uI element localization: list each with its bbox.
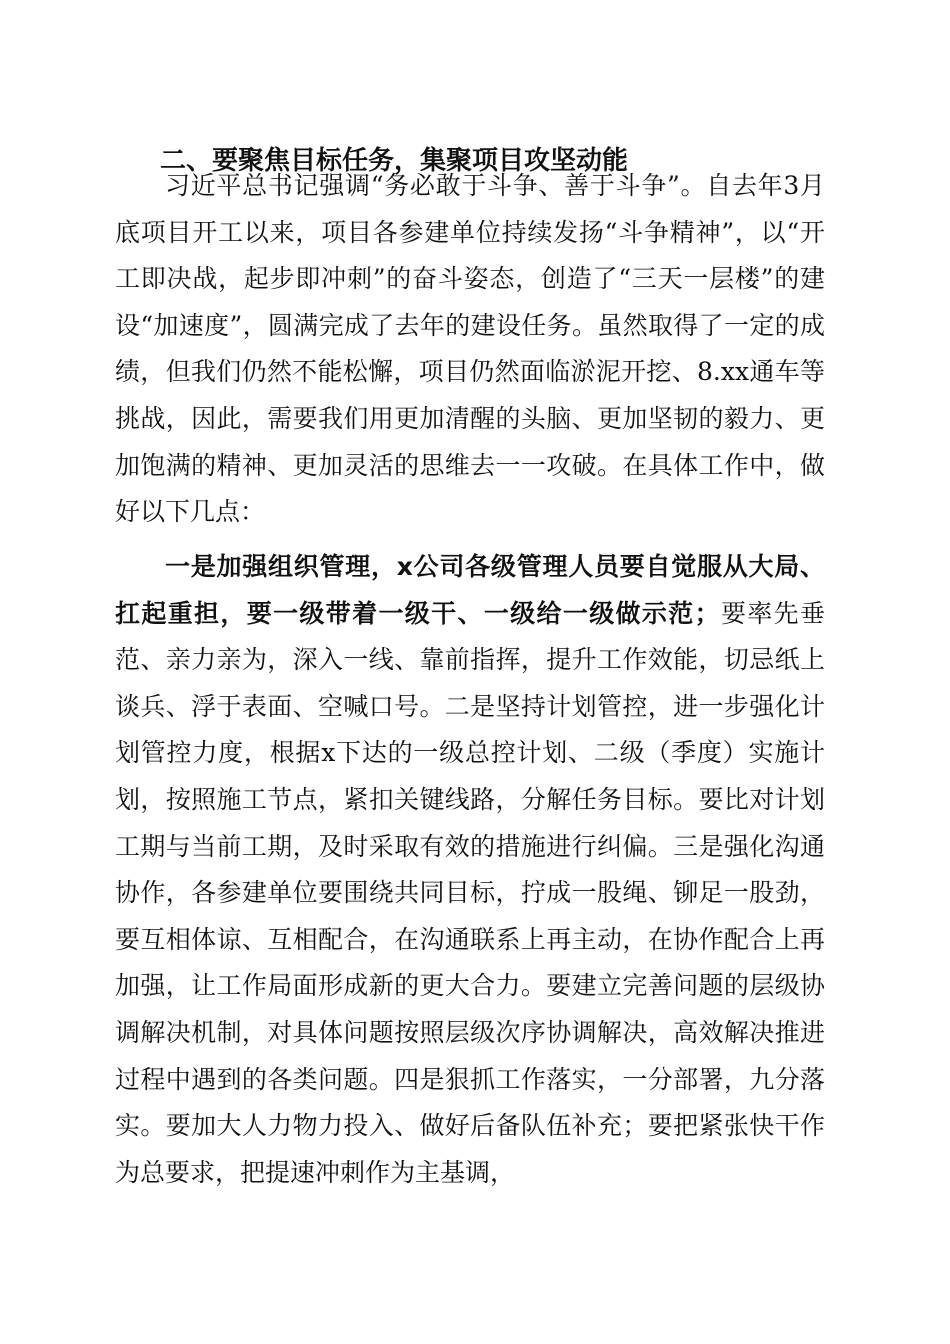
paragraph-text: 要率先垂范、亲力亲为，深入一线、靠前指挥，提升工作效能，切忌纸上谈兵、浮于表面、空喊口号。二是坚持计划管控，进一步强化计划管控力度，根据x下达的一级总控计划、二级（季度）实施计划，按照施工节点，紧扣关键线路，分解任务目标。要比对计划工期与当前工期，及时采取有效的措施进行纠偏。三是强化沟通协作，各参建单位要围绕共同目标，拧成一股绳、铆足一股劲，要互相体谅、互相配合，在沟通联系上再主动，在协作配合上再加强，让工作局面形成新的更大合力。要建立完善问题的层级协调解决机制，对具体问题按照层级次序协调解决，高效解决推进过程中遇到的各类问题。四是狠抓工作落实，一分部署，九分落实。要加大人力物力投入、做好后备队伍补充；要把紧张快干作为总要求，把提速冲刺作为主基调， <box>115 598 825 1187</box>
paragraph-lead-text: 一是加强组织管理，x公司各级管理人员要自觉服从大局、扛起重担，要一级带着一级干、一级给一级做示范； <box>115 552 825 628</box>
body-paragraph: 习近平总书记强调“务必敢于斗争、善于斗争”。自去年3月底项目开工以来，项目各参建单位持续发扬“斗争精神”，以“开工即决战，起步即冲刺”的奋斗姿态，创造了“三天一层楼”的建设“加速度”，圆满完成了去年的建设任务。虽然取得了一定的成绩，但我们仍然不能松懈，项目仍然面临淤泥开挖、8.xx通车等挑战，因此，需要我们用更加清醒的头脑、更加坚韧的毅力、更加饱满的精神、更加灵活的思维去一一攻破。在具体工作中，做好以下几点： <box>115 171 825 527</box>
body-paragraph <box>115 544 825 1196</box>
section-heading: 二、要聚焦目标任务，集聚项目攻坚动能 <box>160 146 629 176</box>
